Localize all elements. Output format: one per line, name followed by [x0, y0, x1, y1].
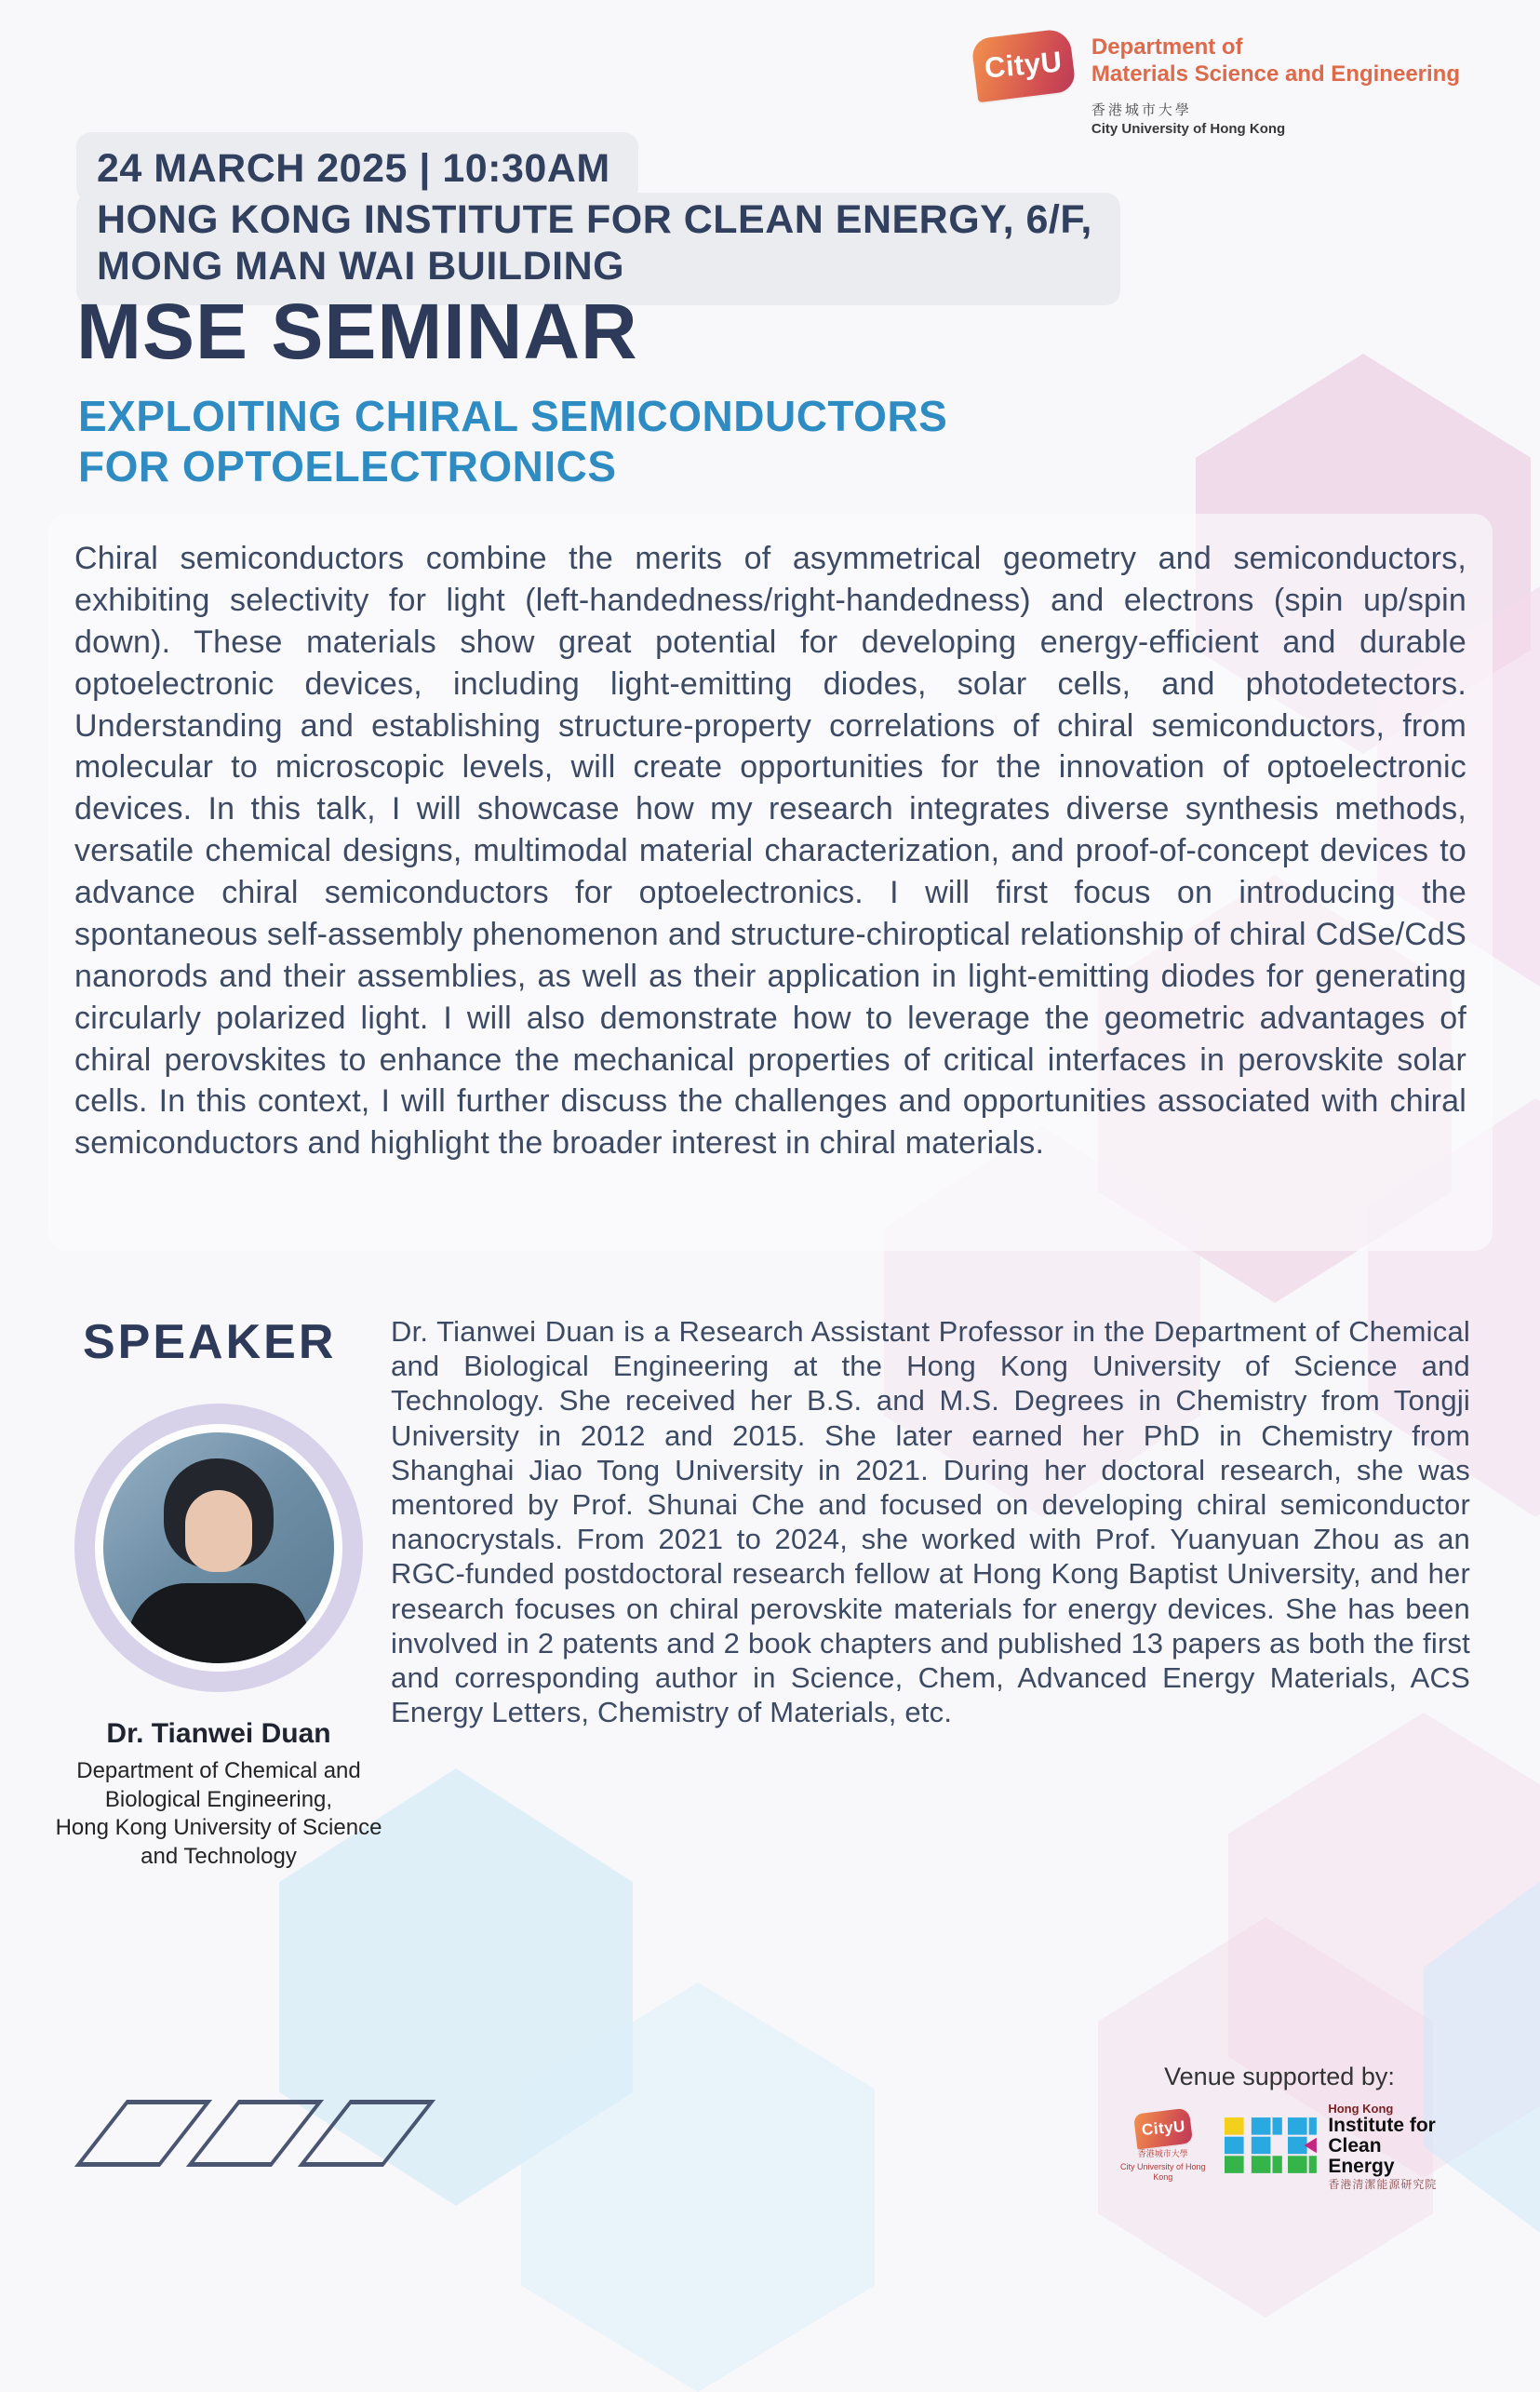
speaker-bio: Dr. Tianwei Duan is a Research Assistant Professor in the Department of Chemical and Biological Engineering at the Hong Kong University of Science and Technology. She received her B.S. and M.S. Degrees in Chemistry from Tongji University in 2012 and 2015. She later earned her PhD in Chemistry from Shanghai Jiao Tong University in 2021. During her doctoral research, she was mentored by Prof. Shunai Che and focused on developing chiral semiconductor nanocrystals. From 2021 to 2024, she worked with Prof. Yuanyuan Zhou as an RGC-funded postdoctoral research fellow at Hong Kong Baptist University, and her research focuses on chiral perovskite materials for energy devices. She has been involved in 2 patents and 2 book chapters and published 13 papers as both the first and corresponding author in Science, Chem, Advanced Energy Materials, ACS Energy Letters, Chemistry of Materials, etc.: [391, 1315, 1470, 1729]
cityu-logo: [971, 28, 1076, 102]
brand-en-name: City University of Hong Kong: [1091, 120, 1286, 137]
abstract-text: Chiral semiconductors combine the merits of asymmetrical geometry and semiconductors, exhibiting selectivity for light (left-handedness/right-handedness) and electrons (spin up/spin down). These materials show great potential for developing energy-efficient and durable optoelectronic devices, including light-emitting diodes, solar cells, and photodetectors. Understanding and establishing structure-property correlations of chiral semiconductors, from molecular to microscopic levels, will create opportunities for the innovation of optoelectronic devices. In this talk, I will showcase how my research integrates diverse synthesis methods, versatile chemical designs, multimodal material characterization, and proof-of-concept devices to advance chiral semiconductors for optoelectronics. I will first focus on introducing the spontaneous self-assembly phenomenon and structure-chiroptical relationship of chiral CdSe/CdS nanorods and their assemblies, as well as their application in light-emitting diodes for generating circularly polarized light. I will also demonstrate how to leverage the geometric advantages of chiral perovskites to enhance the mechanical properties of critical interfaces in perovskite solar cells. In this context, I will further discuss the challenges and opportunities associated with chiral semiconductors and highlight the broader interest in chiral materials.: [74, 541, 1466, 1162]
cityu-footer-cn: 香港城市大學: [1137, 2148, 1188, 2158]
ice-logo: [1225, 2117, 1317, 2176]
speaker-name: Dr. Tianwei Duan: [106, 1718, 331, 1749]
cityu-footer-en: City University of Hong Kong: [1119, 2161, 1206, 2182]
speaker-affiliation: [51, 1757, 386, 1872]
brand-dept-line1: Department of: [1091, 34, 1243, 60]
venue-support-logos: [1112, 2103, 1447, 2190]
cityu-footer-logo: [1133, 2107, 1193, 2149]
event-header: [76, 132, 1120, 305]
ice-cn-name: 香港清潔能源研究院: [1328, 2177, 1438, 2191]
page-subtitle-line2: FOR OPTOELECTRONICS: [78, 442, 617, 491]
speaker-affiliation-line3: Hong Kong University of Science: [55, 1815, 382, 1841]
event-venue-line2: MONG MAN WAI BUILDING: [97, 244, 625, 289]
abstract-panel: [48, 514, 1493, 1251]
brand-block: [974, 34, 1460, 137]
speaker-photo: [103, 1432, 334, 1663]
ice-name-line1: Institute for: [1328, 2114, 1436, 2136]
event-venue-line1: HONG KONG INSTITUTE FOR CLEAN ENERGY, 6/F,: [97, 196, 1092, 242]
page-subtitle: [78, 391, 947, 492]
slash-decor-1: [74, 2100, 212, 2167]
speaker-column: [51, 1314, 386, 1872]
speaker-affiliation-line2: Biological Engineering,: [104, 1786, 333, 1812]
speaker-affiliation-line1: Department of Chemical and: [76, 1758, 361, 1783]
brand-cn-name: 香港城市大學: [1091, 101, 1192, 118]
brand-dept-line2: Materials Science and Engineering: [1091, 61, 1460, 87]
speaker-heading: SPEAKER: [83, 1315, 337, 1369]
speaker-silhouette-face: [185, 1490, 252, 1572]
ice-hk-label: Hong Kong: [1328, 2102, 1394, 2116]
cityu-footer-logo-block: [1112, 2111, 1213, 2182]
brand-text: [1091, 34, 1460, 137]
venue-support-block: [1112, 2063, 1447, 2190]
slash-decor: [100, 2100, 409, 2167]
venue-supported-label: Venue supported by:: [1164, 2063, 1395, 2090]
cityu-logo-text: CityU: [983, 45, 1064, 85]
page-subtitle-line1: EXPLOITING CHIRAL SEMICONDUCTORS: [78, 392, 948, 440]
page-title: MSE SEMINAR: [76, 288, 638, 375]
ice-text-block: [1328, 2103, 1447, 2190]
slash-decor-2: [186, 2100, 324, 2167]
speaker-silhouette-body: [127, 1583, 310, 1663]
ice-name-line2: Clean Energy: [1328, 2134, 1395, 2177]
speaker-photo-ring: [74, 1404, 363, 1692]
event-datetime: 24 MARCH 2025 | 10:30AM: [76, 132, 638, 202]
cityu-footer-logo-text: CityU: [1140, 2117, 1185, 2139]
speaker-photo-inner-ring: [95, 1424, 342, 1672]
speaker-affiliation-line4: and Technology: [141, 1844, 297, 1870]
